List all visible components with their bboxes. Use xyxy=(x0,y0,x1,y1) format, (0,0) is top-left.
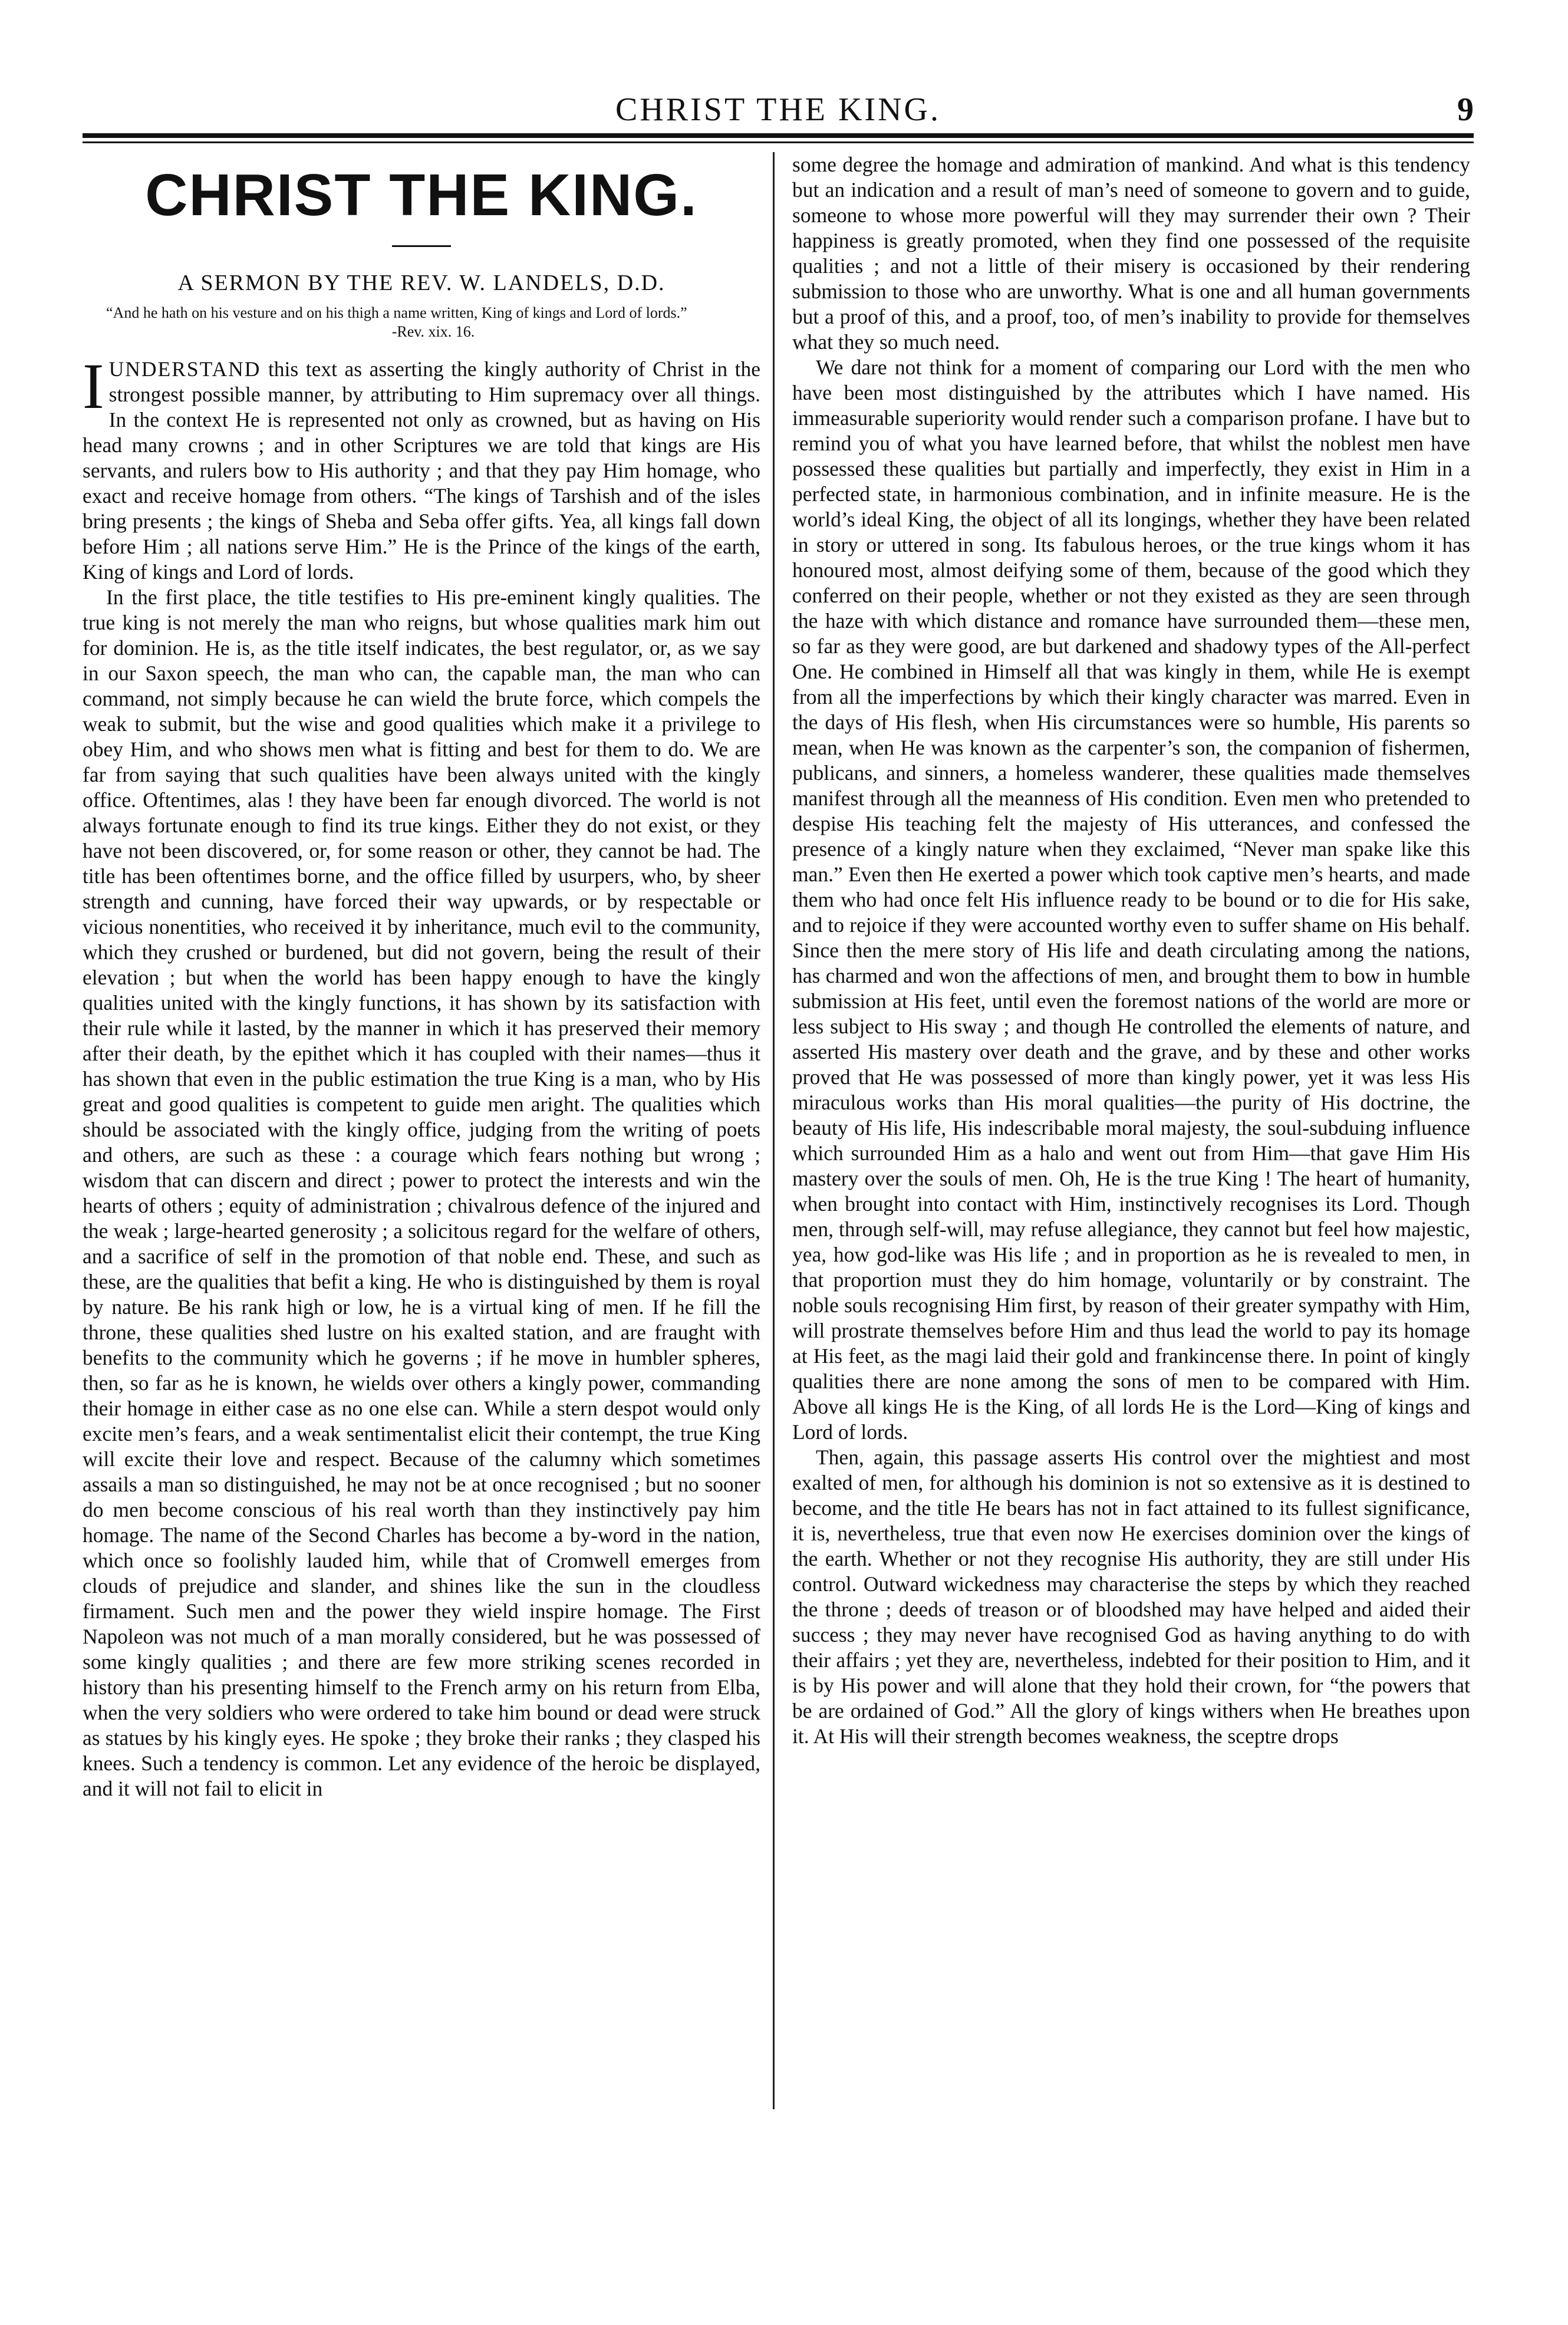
paragraph: Then, again, this passage asserts His control over the mightiest and most exalted of men, for although his dominion is not so extensive as it is destined to become, and the title He bears has not in fact attained to its fullest significance, it is, nevertheless, true that even now He exercises dominion over the kings of the earth. Whether or not they recognise His authority, they are still under His control. Outward wickedness may characterise the steps by which they reached the throne ; deeds of treason or of bloodshed may have helped and aided their success ; they may never have recognised God as having anything to do with their affairs ; yet they are, nevertheless, indebted for their position to Him, and it is by His power and will alone that they hold their crown, for “the powers that be are ordained of God.” All the glory of kings withers when He breathes upon it. At His will their strength becomes weakness, the sceptre drops xyxy=(792,1445,1470,1748)
title-rule xyxy=(392,245,451,247)
paragraph: some degree the homage and admiration of mankind. And what is this tendency but an indication and a result of man’s need of someone to govern and to guide, someone to whose more powerful will they may surrender their own ? Their happiness is greatly promoted, when they find one possessed of the requisite qualities ; and not a little of their misery is occasioned by their rendering submission to those who are unworthy. What is one and all human governments but a proof of this, and a proof, too, of men’s inability to provide for themselves what they so much need. xyxy=(792,153,1470,354)
paragraph xyxy=(83,350,760,585)
paragraph: We dare not think for a moment of comparing our Lord with the men who have been most distinguished by the attributes which I have named. His immeasurable superiority would render such a comparison profane. I have but to remind you of what you have learned before, that whilst the noblest men have possessed these qualities but partially and imperfectly, they exist in Him in a perfected state, in harmonious combination, and in infinite measure. He is the world’s ideal King, the object of all its longings, whether they have been related in story or uttered in song. Its fabulous heroes, or the true kings whom it has honoured most, almost deifying some of them, because of the good which they conferred on their people, whether or not they existed as they are seen through the haze with which distance and romance have surrounded them—these men, so far as they were good, are but darkened and shadowy types of the All-perfect One. He combined in Himself all that was kingly in them, while He is exempt from all the imperfections by which their kingly character was marred. Even in the days of His flesh, when His circumstances were so humble, His parents so mean, when He was known as the carpenter’s son, the companion of fishermen, publicans, and sinners, a homeless wanderer, these qualities made themselves manifest through all the meanness of His condition. Even men who pretended to despise His teaching felt the majesty of His utterances, and confessed the presence of a kingly nature when they exclaimed, “Never man spake like this man.” Even then He exerted a power which took captive men’s hearts, and made them who had once felt His influence ready to be bound or to die for His sake, and to rejoice if they were accounted worthy even to suffer shame on His behalf. Since then the mere story of His life and death circulating among the nations, has charmed and won the affections of men, and brought them to bow in humble submission at His feet, until even the foremost nations of the world are more or less subject to His sway ; and though He controlled the elements of nature, and asserted His mastery over death and the grave, and by these and other works proved that He was possessed of more than kingly power, yet it was less His miraculous works than His moral qualities—the purity of His doctrine, the beauty of His life, His indescribable moral majesty, the soul-subduing influence which surrounded Him as a halo and went out from Him—that gave Him His mastery over the souls of men. Oh, He is the true King ! The heart of humanity, when brought into contact with Him, instinctively recognises its Lord. Though men, through self-will, may refuse allegiance, they cannot but feel how majestic, yea, how god-like was His life ; and in proportion as he is revealed to men, in that proportion must they do him homage, voluntarily or by constraint. The noble souls recognising Him first, by reason of their greater sympathy with Him, will prostrate themselves before Him and thus lead the world to pay its homage at His feet, as the magi laid their gold and frankincense there. In point of kingly qualities there are none among the sons of men to be compared with Him. Above all kings He is the King, of all lords He is the Lord—King of kings and Lord of lords. xyxy=(792,355,1470,1444)
byline: A SERMON BY THE REV. W. LANDELS, D.D. xyxy=(177,271,666,295)
epigraph-text: “And he hath on his vesture and on his thigh a name written, King of kings and Lord of lords.” xyxy=(106,304,687,321)
right-column xyxy=(792,152,1470,1749)
header-rule-heavy xyxy=(83,133,1474,138)
article-title: CHRIST THE KING. xyxy=(145,162,698,228)
drop-cap: I xyxy=(83,350,104,422)
paragraph: In the first place, the title testifies to His pre-eminent kingly qualities. The true king is not merely the man who reigns, but whose qualities mark him out for dominion. He is, as the title itself indicates, the best regulator, or, as we say in our Saxon speech, the man who can, the capable man, the man who can command, not simply because he can wield the brute force, which compels the weak to submit, but the wise and good qualities which make it a privilege to obey Him, and who shows men what is fitting and best for them to do. We are far from saying that such qualities have been always united with the kingly office. Oftentimes, alas ! they have been far enough divorced. The world is not always fortunate enough to find its true kings. Either they do not exist, or they have not been discovered, or, for some reason or other, they cannot be had. The title has been oftentimes borne, and the office filled by usurpers, who, by sheer strength and cunning, have forced their way upwards, or by respectable or vicious nonentities, who received it by inheritance, much evil to the community, which they crushed or burdened, but did not govern, being the result of their elevation ; but when the world has been happy enough to have the kingly qualities united with the kingly functions, it has shown by its satisfaction with their rule while it lasted, by the manner in which it has preserved their memory after their death, by the epithet which it has coupled with their names—thus it has shown that even in the public estimation the true King is a man, who by His great and good qualities is competent to guide men aright. The qualities which should be associated with the kingly office, judging from the writing of poets and others, are such as these : a courage which fears nothing but wrong ; wisdom that can discern and direct ; power to protect the interests and win the hearts of others ; equity of administration ; chivalrous defence of the injured and the weak ; large-hearted generosity ; a solicitous regard for the welfare of others, and a sacrifice of self in the promotion of that noble end. These, and such as these, are the qualities that befit a king. He who is distinguished by them is royal by nature. Be his rank high or low, he is a virtual king of men. If he fill the throne, these qualities shed lustre on his exalted station, and are fraught with benefits to the community which he governs ; if he move in humbler spheres, then, so far as he is known, he wields over others a kingly power, commanding their homage in either case as no one else can. While a stern despot would only excite men’s fears, and a weak sentimentalist elicit their contempt, the true King will excite their love and respect. Because of the calumny which sometimes assails a man so distinguished, he may not be at once recognised ; but no sooner do men become conscious of his real worth than they instinctively pay him homage. The name of the Second Charles has become a by-word in the nation, which once so foolishly lauded him, while that of Cromwell emerges from clouds of prejudice and slander, and shines like the sun in the cloudless firmament. Such men and the power they wield inspire homage. The First Napoleon was not much of a man morally considered, but he was possessed of some kingly qualities ; and there are few more striking scenes recorded in history than his presenting himself to the French army on his return from Elba, when the very soldiers who were ordered to take him bound or dead were struck as statues by his kingly eyes. He spoke ; they broke their ranks ; they clasped his knees. Such a tendency is common. Let any evidence of the heroic be displayed, and it will not fail to elicit in xyxy=(83,585,760,1800)
running-head xyxy=(83,88,1474,131)
running-title: CHRIST THE KING. xyxy=(615,91,941,128)
epigraph xyxy=(83,304,760,341)
column-divider xyxy=(773,152,775,2109)
page-number: 9 xyxy=(1457,91,1474,128)
lead-caps: UNDERSTAND xyxy=(108,357,261,381)
paragraph-text: this text as asserting the kingly authority of Christ in the strongest possible manner, by attributing to Him supremacy over all things. In the context He is represented not only as crowned, but as having on His head many crowns ; and in other Scriptures we are told that kings are His servants, and rulers bow to His authority ; and that they pay Him homage, who exact and receive homage from others. “The kings of Tarshish and of the isles bring presents ; the kings of Sheba and Seba offer gifts. Yea, all kings fall down before Him ; all nations serve Him.” He is the Prince of the kings of the earth, King of kings and Lord of lords. xyxy=(83,357,760,584)
header-rule-thin xyxy=(83,141,1474,143)
epigraph-source: -Rev. xix. 16. xyxy=(391,323,475,340)
left-column xyxy=(83,152,760,1802)
